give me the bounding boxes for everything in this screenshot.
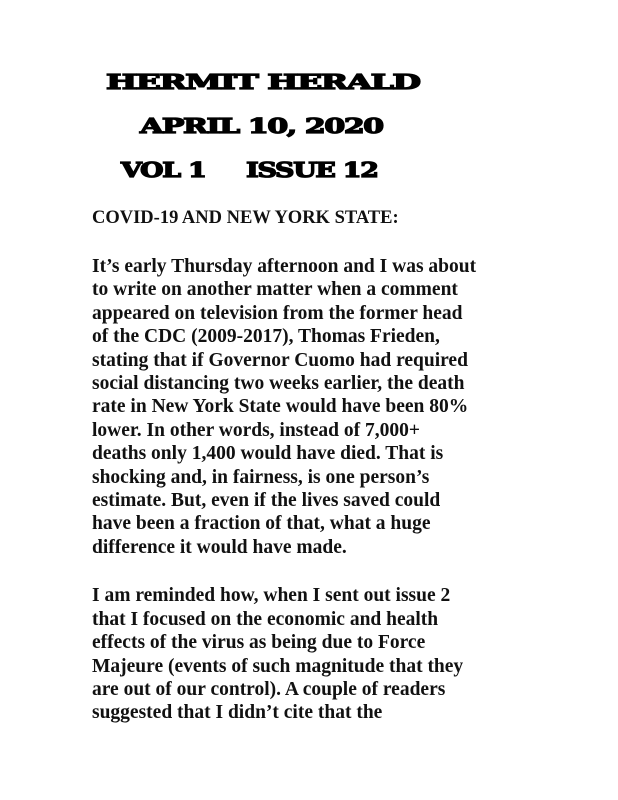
text-line: stating that if Governor Cuomo had required [92,349,468,371]
article [92,206,532,750]
text-line: social distancing two weeks earlier, the death [92,373,465,395]
volume-issue: VOL 1 ISSUE 12 [121,158,378,183]
text-line: difference it would have made. [92,536,347,558]
text-line: deaths only 1,400 would have died. That is [92,443,444,465]
text-line: effects of the virus as being due to Force [92,632,426,654]
text-line: to write on another matter when a comment [92,279,458,301]
text-line: have been a fraction of that, what a huge [92,513,431,535]
text-line: appeared on television from the former head [92,302,463,324]
text-line: Majeure (events of such magnitude that they [92,655,464,677]
text-line: are out of our control). A couple of readers [92,678,446,700]
text-line: lower. In other words, instead of 7,000+ [92,419,420,441]
paragraph [92,255,532,559]
text-line: I am reminded how, when I sent out issue 2 [92,585,451,607]
issue-date: APRIL 10, 2020 [140,114,383,139]
text-line: It’s early Thursday afternoon and I was about [92,256,477,277]
paragraph [92,584,532,724]
text-line: shocking and, in fairness, is one person’s [92,466,430,488]
article-heading: COVID-19 AND NEW YORK STATE: [92,208,399,228]
text-line: of the CDC (2009-2017), Thomas Frieden, [92,326,440,348]
text-line: suggested that I didn’t cite that the [92,702,383,724]
newsletter-title: HERMIT HERALD [106,70,420,95]
text-line: estimate. But, even if the lives saved could [92,490,441,512]
article-body [92,255,532,725]
text-line: rate in New York State would have been 80% [92,396,469,418]
text-line: that I focused on the economic and health [92,608,439,630]
